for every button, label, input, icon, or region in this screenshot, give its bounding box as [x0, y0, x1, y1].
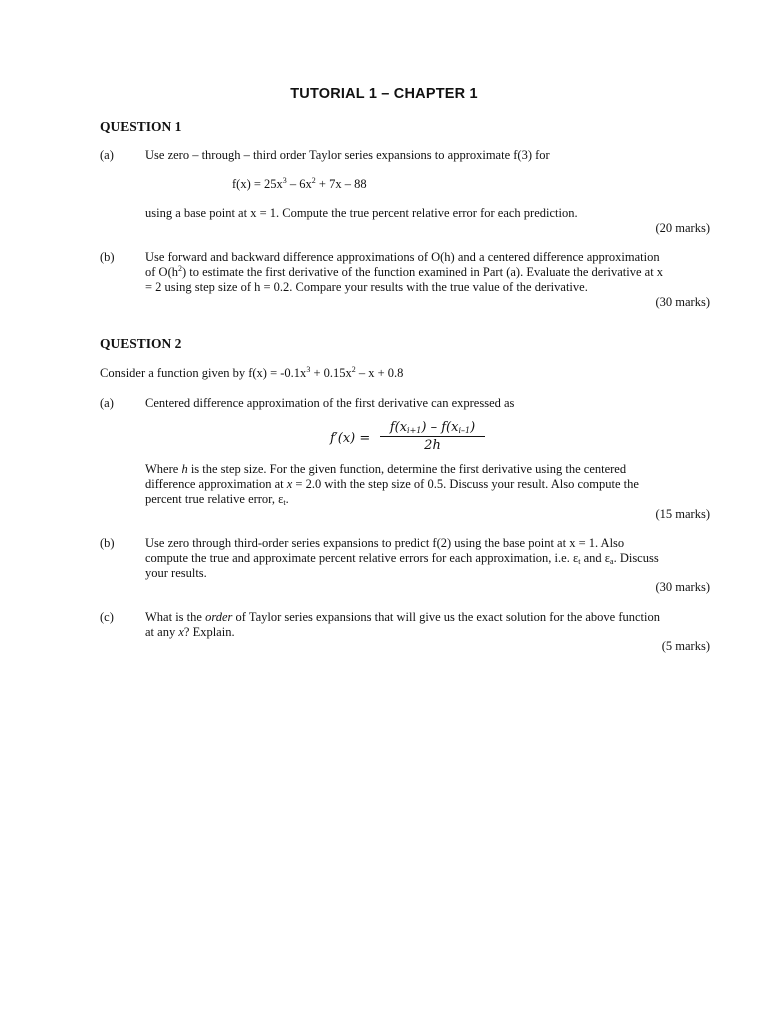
q2-intro: Consider a function given by $f(x) = -0.1x^3 + 0.15x^2 - x + 0.8$: [100, 365, 404, 380]
q2-part-b-label: (b): [100, 536, 115, 550]
formula-lhs: f′(x) =: [330, 431, 371, 446]
q1-equation: $f(x) = 25x^3 - 6x^2 + 7x - 88$: [232, 176, 367, 191]
q2-part-c-marks: (5 marks): [661, 639, 710, 653]
q1-part-a-marks: (20 marks): [655, 221, 710, 235]
page-title: TUTORIAL 1 – CHAPTER 1: [290, 86, 478, 102]
q2-part-a-text: Where h is the step size. For the given function, determine the first derivative using the centered difference approximation at x = 2.0 with the step size of 0.5. Discuss your result. Also compute the percent true relative error, $\varepsilon_t$.: [145, 462, 639, 507]
question-2-heading: QUESTION 2: [100, 336, 182, 351]
q1-part-a-label: (a): [100, 148, 114, 162]
q1-part-b-text: Use forward and backward difference approximations of O(h) and a centered difference approximation of $O(h^2)$ to estimate the first derivative of the function examined in Part (a). Evaluate the derivative at x = 2 using step size of h = 0.2. Compare your results with the true value of the derivative.: [145, 250, 664, 294]
q2-part-a-marks: (15 marks): [655, 507, 710, 521]
q1-part-a-line2: using a base point at x = 1. Compute the true percent relative error for each prediction.: [145, 206, 578, 220]
q2-part-a-label: (a): [100, 396, 114, 410]
q2-part-c-text: What is the order of Taylor series expansions that will give us the exact solution for the above function at any x? Explain.: [145, 610, 661, 639]
formula-denominator: 2h: [424, 438, 441, 453]
q1-part-a-line1: Use zero – through – third order Taylor series expansions to approximate f(3) for: [145, 148, 550, 162]
q2-part-a-line1: Centered difference approximation of the first derivative can expressed as: [145, 396, 515, 410]
formula-numerator: $f(x_{i+1}) - f(x_{i-1})$: [380, 420, 485, 437]
q1-part-b-marks: (30 marks): [655, 295, 710, 309]
q2-part-b-marks: (30 marks): [655, 580, 710, 594]
q2-part-c-label: (c): [100, 610, 114, 624]
question-1-heading: QUESTION 1: [100, 119, 182, 134]
q2-part-b-text: Use zero through third-order series expansions to predict f(2) using the base point at x = 1. Also compute the true and approximate percent relative errors for each approximation, i.e. $\varepsilon_t$ and $\varepsilon_a$. Discuss your results.: [145, 536, 659, 580]
q1-part-b-label: (b): [100, 250, 115, 264]
